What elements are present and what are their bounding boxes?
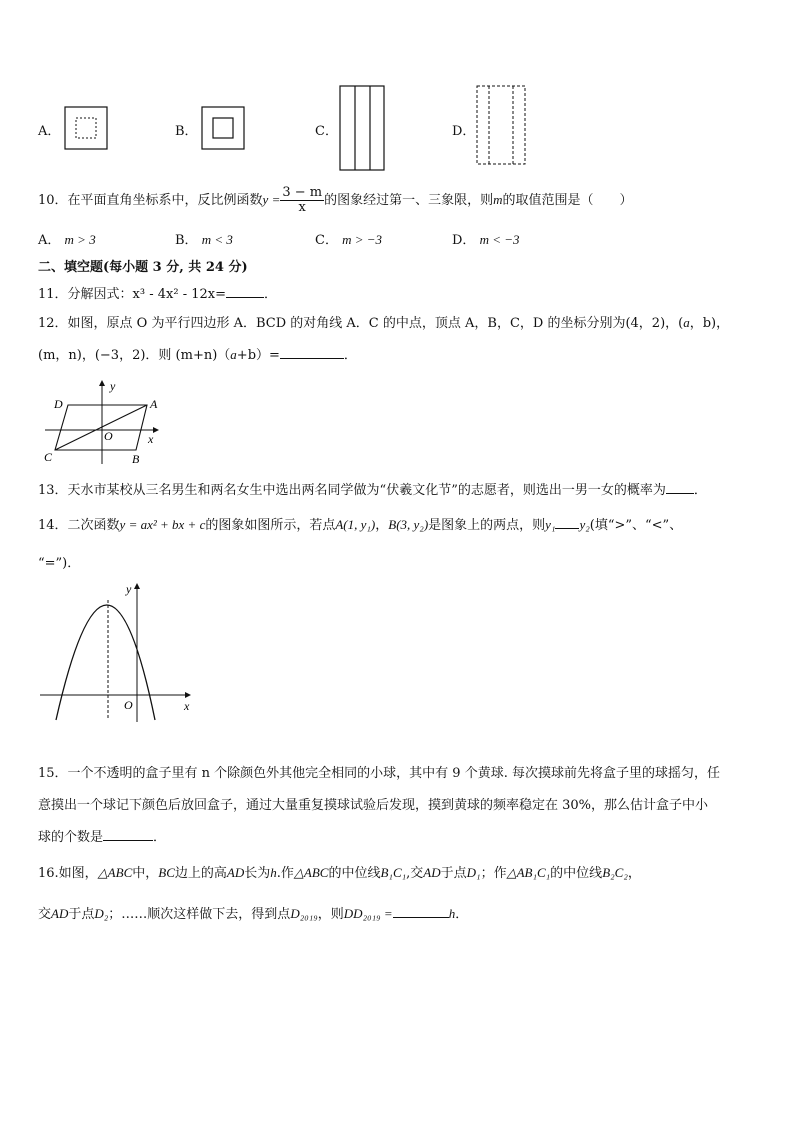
q15-answer-blank	[103, 828, 153, 841]
q9-option-c-label: C．	[315, 124, 338, 139]
q10-option-d: D． m < −3	[452, 232, 520, 248]
q12-label-d: D	[54, 397, 63, 411]
q12-answer-blank	[280, 346, 344, 359]
q15-line2: 意摸出一个球记下颜色后放回盒子，通过大量重复摸球试验后发现，摸到黄球的频率稳定在 30%，那么估计盒子中小	[38, 798, 709, 813]
q14-line1: 14．二次函数y = ax² + bx + c的图象如图所示，若点A(1, y₁)，B(3, y₂)是图象上的两点，则y₁ y₂(填“>”、“<”、	[38, 517, 683, 533]
q13-stem: 13．天水市某校从三名男生和两名女生中选出两名同学做为“伏羲文化节”的志愿者，则选出一男一女的概率为 ．	[38, 483, 707, 498]
q15-line1: 15．一个不透明的盒子里有 n 个除颜色外其他完全相同的小球，其中有 9 个黄球. 每次摸球前先将盒子里的球摇匀，任	[38, 766, 720, 781]
q11-stem: 11．分解因式：x³ - 4x² - 12x= ．	[38, 287, 277, 302]
q12-label-a: A	[150, 397, 158, 411]
q12-label-y: y	[110, 379, 116, 393]
q12-label-c: C	[44, 450, 53, 464]
q9-option-c-figure	[339, 85, 387, 173]
q10-suffix: 的取值范围是（ ）	[502, 193, 633, 208]
section-title: 二、填空题(每小题 3 分, 共 24 分)	[38, 260, 248, 275]
q9-option-b-figure	[201, 106, 246, 151]
q11-text: 11．分解因式：x³ - 4x² - 12x=	[38, 287, 226, 302]
q10-prefix: 10．在平面直角坐标系中，反比例函数	[38, 193, 263, 208]
q12-label-x: x	[148, 432, 154, 446]
q9-option-b-label: B．	[175, 124, 198, 139]
q10-option-c: C． m > −3	[315, 232, 383, 248]
q12-diagonal	[55, 405, 147, 450]
q14-label-x: x	[184, 699, 190, 713]
q14-answer-blank	[555, 516, 579, 529]
q14-line2: “=”)．	[38, 556, 81, 571]
q12-line1: 12．如图，原点 O 为平行四边形 A．BCD 的对角线 A．C 的中点，顶点 A，B，C，D 的坐标分别为(4，2)，(a，b)，	[38, 315, 730, 331]
q11-answer-blank	[226, 285, 264, 298]
q9-option-a-label: A．	[38, 124, 61, 139]
q14-parabola-figure	[38, 580, 198, 725]
q12-parallelogram-figure	[40, 378, 170, 466]
q10-fraction-denominator: x	[298, 200, 306, 215]
q14-label-o: O	[124, 698, 133, 712]
q14-label-y: y	[126, 582, 132, 596]
q10-function-lhs: y =	[262, 192, 281, 207]
q12-label-b: B	[132, 452, 140, 466]
q9-option-a-figure	[64, 106, 109, 151]
q15-line3: 球的个数是 ．	[38, 830, 167, 845]
q14-parabola	[56, 605, 155, 720]
q12-label-o: O	[104, 429, 113, 443]
q10-stem	[38, 184, 633, 217]
q10-option-a: A． m > 3	[38, 232, 96, 248]
q10-variable: m	[493, 192, 503, 207]
q13-answer-blank	[666, 481, 694, 494]
q9-option-d-figure	[476, 85, 528, 167]
q16-line1: 16.如图，△ABC中，BC边上的高AD长为h.作△ABC的中位线B₁C₁,交AD于点D₁；作△AB₁C₁的中位线B₂C₂，	[38, 865, 641, 881]
q16-line2: 交AD于点D₂；……顺次这样做下去，得到点D₂₀₁₉，则DD₂₀₁₉ = h．	[38, 906, 469, 922]
q10-fraction-numerator: 3 − m	[282, 185, 323, 200]
q9-option-d-label: D．	[452, 124, 476, 139]
q10-fraction	[280, 186, 324, 215]
q10-option-b: B． m < 3	[175, 232, 233, 248]
q16-answer-blank	[393, 905, 449, 918]
q12-line2: (m，n)，(−3，2)．则 (m+n)（a+b）= ．	[38, 347, 357, 363]
q10-middle: 的图象经过第一、三象限，则	[324, 193, 494, 208]
